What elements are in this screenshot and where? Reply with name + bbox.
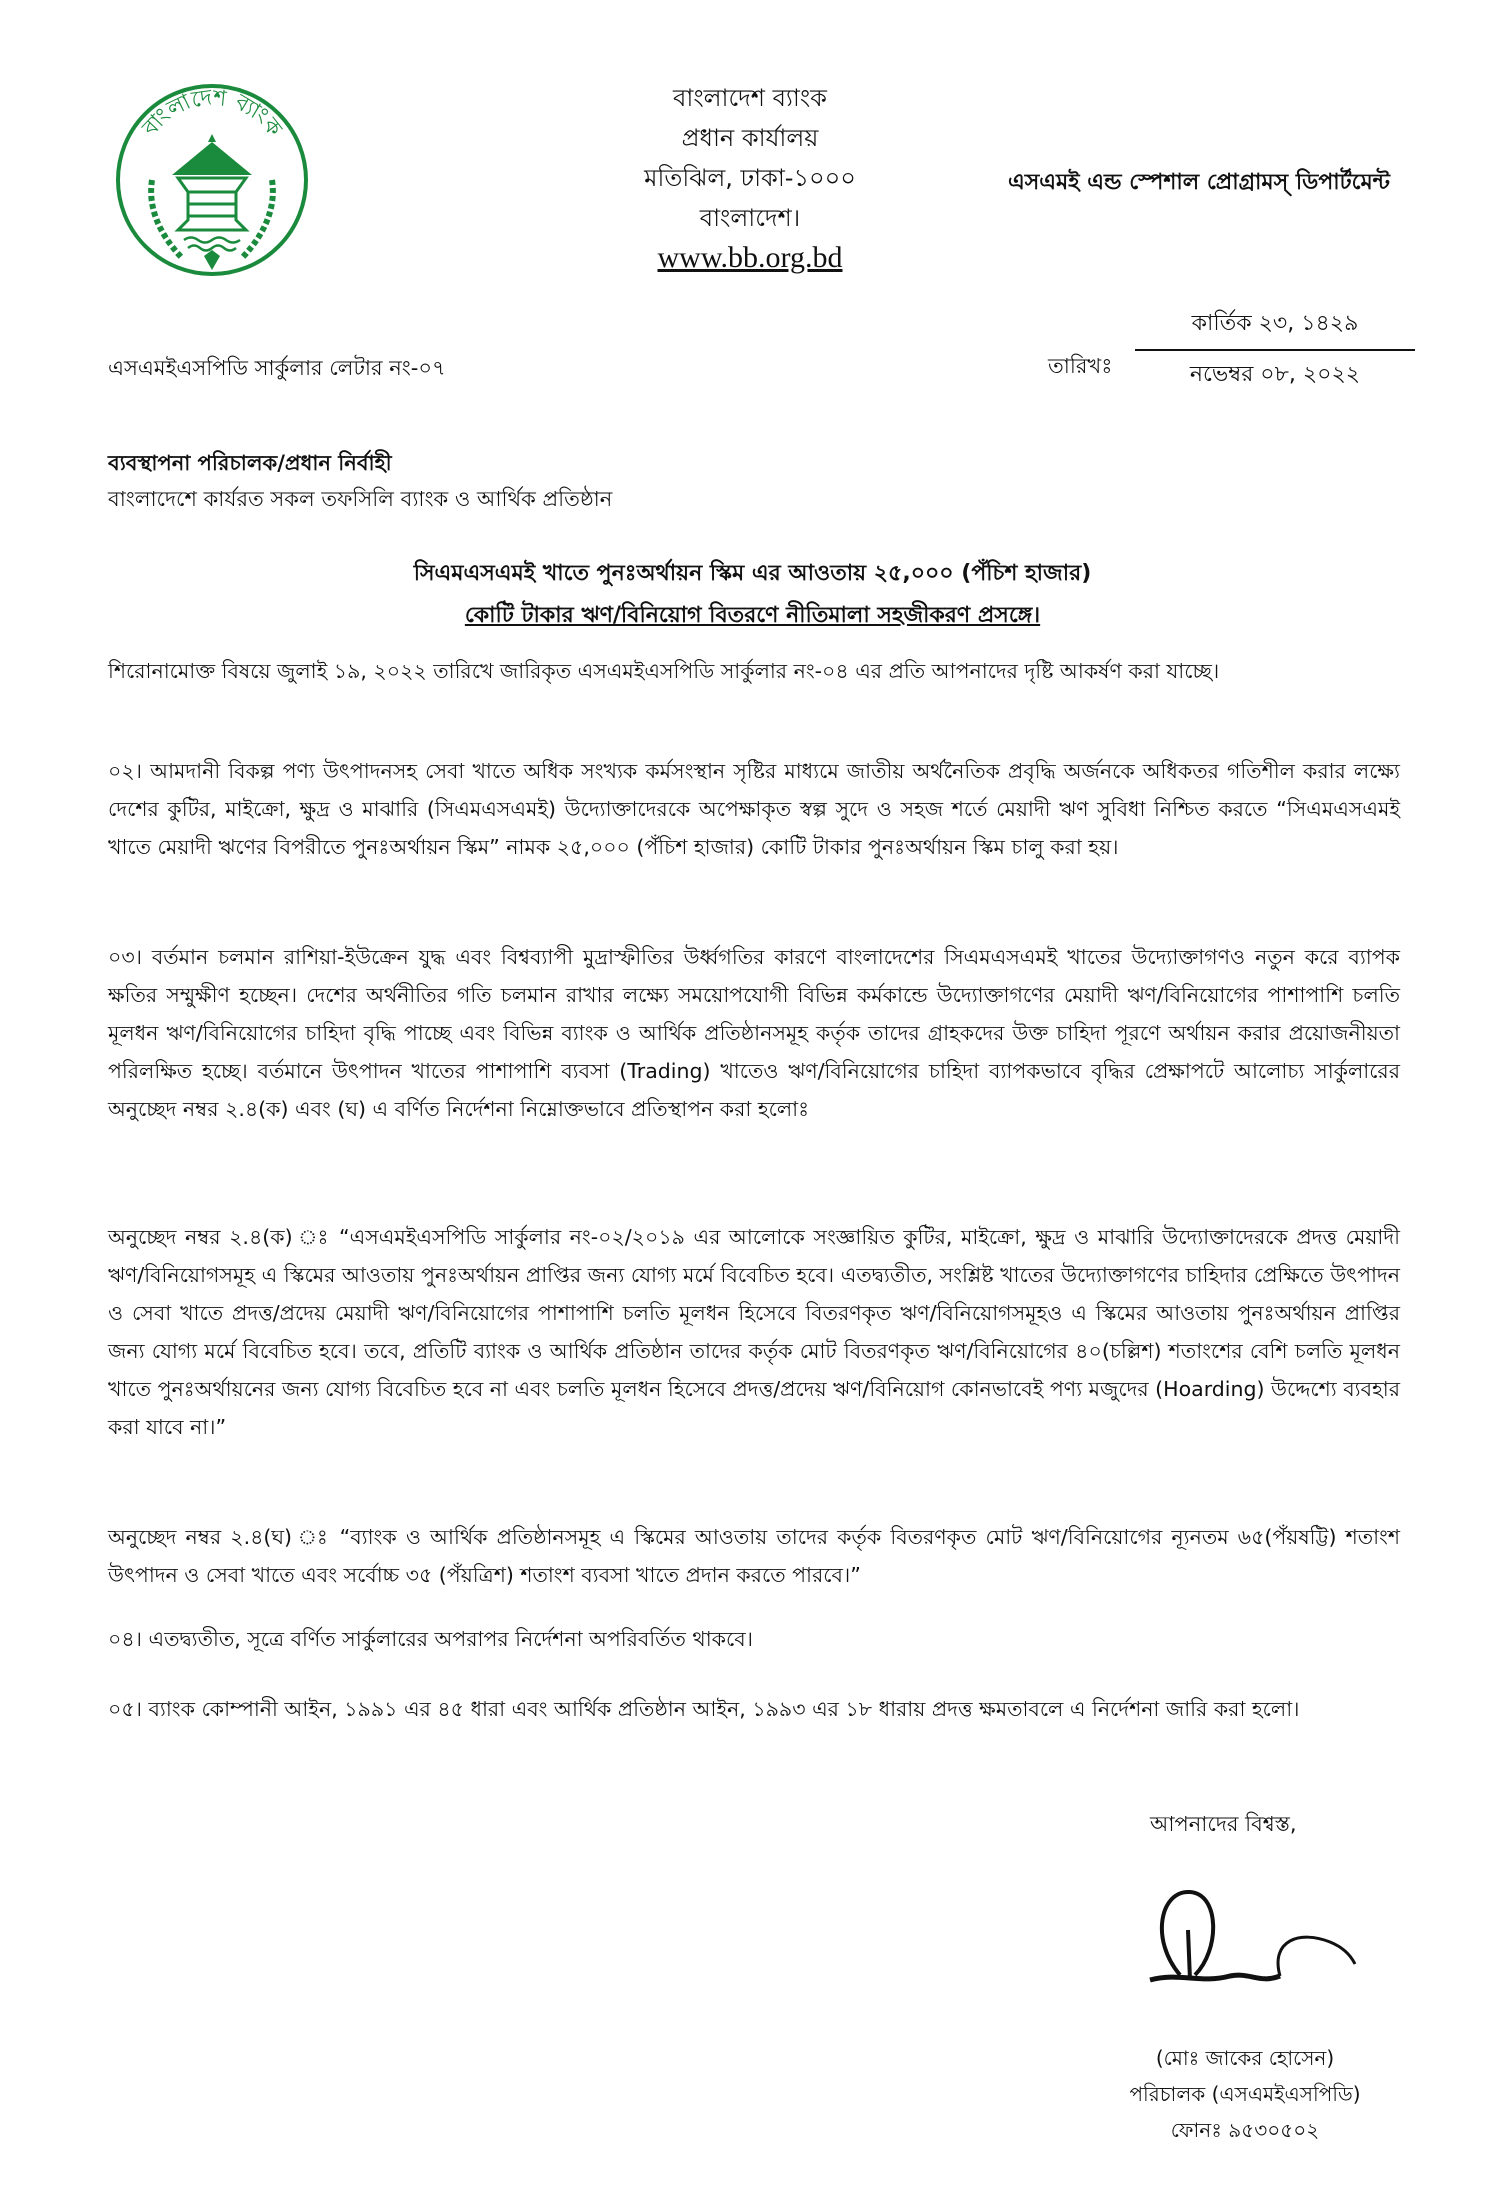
address: মতিঝিল, ঢাকা-১০০০ [644, 164, 856, 192]
signer-name: (মোঃ জাকের হোসেন) [1155, 2046, 1335, 2070]
bank-address-block [540, 78, 960, 278]
signature [1140, 1880, 1360, 2010]
signer-phone: ফোনঃ ৯৫৩০৫০২ [1170, 2118, 1320, 2142]
org-name: বাংলাদেশ ব্যাংক [673, 84, 827, 112]
subject-line-1: সিএমএসএমই খাতে পুনঃঅর্থায়ন স্কিম এর আওতায় ২৫,০০০ (পঁচিশ হাজার) [413, 561, 1092, 586]
circular-number: এসএমইএসপিডি সার্কুলার লেটার নং-০৭ [108, 356, 446, 380]
department-name: এসএমই এন্ড স্পেশাল প্রোগ্রামস্ ডিপার্টমেন্ট [1007, 170, 1390, 195]
website-link[interactable]: www.bb.org.bd [657, 241, 843, 274]
signer-block [1060, 2040, 1430, 2148]
addressee-block [108, 445, 612, 517]
bangladesh-bank-logo [112, 80, 312, 280]
paragraph-02: ০২। আমদানী বিকল্প পণ্য উৎপাদনসহ সেবা খাতে অধিক সংখ্যক কর্মসংস্থান সৃষ্টির মাধ্যমে জাতীয় অর্থনৈতিক প্রবৃদ্ধি অর্জনকে অধিকতর গতিশীল করার লক্ষ্যে দেশের কুটির, মাইক্রো, ক্ষুদ্র ও মাঝারি (সিএমএসএমই) উদ্যোক্তাদেরকে অপেক্ষাকৃত স্বল্প সুদে ও সহজ শর্তে মেয়াদী ঋণ সুবিধা নিশ্চিত করতে “সিএমএসএমই খাতে মেয়াদী ঋণের বিপরীতে পুনঃঅর্থায়ন স্কিম” নামক ২৫,০০০ (পঁচিশ হাজার) কোটি টাকার পুনঃঅর্থায়ন স্কিম চালু করা হয়। [108, 759, 1400, 859]
country: বাংলাদেশ। [699, 204, 801, 232]
paragraph-05: ০৫। ব্যাংক কোম্পানী আইন, ১৯৯১ এর ৪৫ ধারা এবং আর্থিক প্রতিষ্ঠান আইন, ১৯৯৩ এর ১৮ ধারায় প্রদত্ত ক্ষমতাবলে এ নির্দেশনা জারি করা হলো। [108, 1697, 1300, 1721]
office-name: প্রধান কার্যালয় [681, 124, 819, 152]
date-block [1135, 306, 1415, 394]
date-bangla: কার্তিক ২৩, ১৪২৯ [1135, 306, 1415, 351]
bangladesh-bank-seal-icon [112, 80, 312, 280]
paragraph-03: ০৩। বর্তমান চলমান রাশিয়া-ইউক্রেন যুদ্ধ এবং বিশ্বব্যাপী মুদ্রাস্ফীতির উর্ধ্বগতির কারণে বাংলাদেশের সিএমএসএমই খাতের উদ্যোক্তাগণও নতুন করে ব্যাপক ক্ষতির সম্মুক্ষীণ হচ্ছেন। দেশের অর্থনীতির গতি চলমান রাখার লক্ষ্যে সময়োপযোগী বিভিন্ন কর্মকান্ডে উদ্যোক্তাগণের মেয়াদী ঋণ/বিনিয়োগের পাশাপাশি চলতি মূলধন ঋণ/বিনিয়োগের চাহিদা বৃদ্ধি পাচ্ছে এবং বিভিন্ন ব্যাংক ও আর্থিক প্রতিষ্ঠানসমূহ কর্তৃক তাদের গ্রাহকদের উক্ত চাহিদা পূরণে অর্থায়ন করার প্রয়োজনীয়তা পরিলক্ষিত হচ্ছে। বর্তমানে উৎপাদন খাতের পাশাপাশি ব্যবসা (Trading) খাতেও ঋণ/বিনিয়োগের চাহিদা ব্যাপকভাবে বৃদ্ধির প্রেক্ষাপটে আলোচ্য সার্কুলারের অনুচ্ছেদ নম্বর ২.৪(ক) এবং (ঘ) এ বর্ণিত নির্দেশনা নিম্নোক্তভাবে প্রতিস্থাপন করা হলোঃ [108, 945, 1400, 1121]
closing-salutation: আপনাদের বিশ্বস্ত, [1150, 1812, 1297, 1836]
signer-designation: পরিচালক (এসএমইএসপিডি) [1129, 2082, 1361, 2106]
date-gregorian: নভেম্বর ০৮, ২০২২ [1189, 362, 1361, 387]
signature-icon [1140, 1880, 1360, 2010]
addressee-title: ব্যবস্থাপনা পরিচালক/প্রধান নির্বাহী [108, 451, 392, 475]
paragraph-section-2-4-gha: অনুচ্ছেদ নম্বর ২.৪(ঘ) ঃ “ব্যাংক ও আর্থিক প্রতিষ্ঠানসমূহ এ স্কিমের আওতায় তাদের কর্তৃক বিতরণকৃত মোট ঋণ/বিনিয়োগের ন্যূনতম ৬৫(পঁয়ষট্টি) শতাংশ উৎপাদন ও সেবা খাতে এবং সর্বোচ্চ ৩৫ (পঁয়ত্রিশ) শতাংশ ব্যবসা খাতে প্রদান করতে পারবে।” [108, 1525, 1400, 1587]
paragraph-section-2-4-ka: অনুচ্ছেদ নম্বর ২.৪(ক) ঃ “এসএমইএসপিডি সার্কুলার নং-০২/২০১৯ এর আলোকে সংজ্ঞায়িত কুটির, মাইক্রো, ক্ষুদ্র ও মাঝারি উদ্যোক্তাদেরকে প্রদত্ত মেয়াদী ঋণ/বিনিয়োগসমূহ এ স্কিমের আওতায় পুনঃঅর্থায়ন প্রাপ্তির জন্য যোগ্য মর্মে বিবেচিত হবে। এতদ্ব্যতীত, সংশ্লিষ্ট খাতের উদ্যোক্তাগণের চাহিদার প্রেক্ষিতে উৎপাদন ও সেবা খাতে প্রদত্ত/প্রদেয় মেয়াদী ঋণ/বিনিয়োগের পাশাপাশি চলতি মূলধন হিসেবে বিতরণকৃত ঋণ/বিনিয়োগসমূহও এ স্কিমের আওতায় পুনঃঅর্থায়ন প্রাপ্তির জন্য যোগ্য মর্মে বিবেচিত হবে। তবে, প্রতিটি ব্যাংক ও আর্থিক প্রতিষ্ঠান তাদের কর্তৃক মোট বিতরণকৃত ঋণ/বিনিয়োগের ৪০(চল্লিশ) শতাংশের বেশি চলতি মূলধন খাতে পুনঃঅর্থায়নের জন্য যোগ্য বিবেচিত হবে না এবং চলতি মূলধন হিসেবে প্রদত্ত/প্রদেয় ঋণ/বিনিয়োগ কোনভাবেই পণ্য মজুদের (Hoarding) উদ্দেশ্যে ব্যবহার করা যাবে না।” [108, 1225, 1400, 1439]
date-label: তারিখঃ [1048, 354, 1113, 378]
subject [300, 553, 1205, 637]
paragraph-intro: শিরোনামোক্ত বিষয়ে জুলাই ১৯, ২০২২ তারিখে জারিকৃত এসএমইএসপিডি সার্কুলার নং-০৪ এর প্রতি আপনাদের দৃষ্টি আকর্ষণ করা যাচ্ছে। [108, 659, 1220, 683]
addressee-recipients: বাংলাদেশে কার্যরত সকল তফসিলি ব্যাংক ও আর্থিক প্রতিষ্ঠান [108, 487, 613, 511]
paragraph-04: ০৪। এতদ্ব্যতীত, সূত্রে বর্ণিত সার্কুলারের অপরাপর নির্দেশনা অপরিবর্তিত থাকবে। [108, 1627, 753, 1651]
subject-line-2: কোটি টাকার ঋণ/বিনিয়োগ বিতরণে নীতিমালা সহজীকরণ প্রসঙ্গে। [464, 603, 1041, 628]
svg-text:বাংলাদেশ ব্যাংক: বাংলাদেশ ব্যাংক [137, 85, 287, 142]
